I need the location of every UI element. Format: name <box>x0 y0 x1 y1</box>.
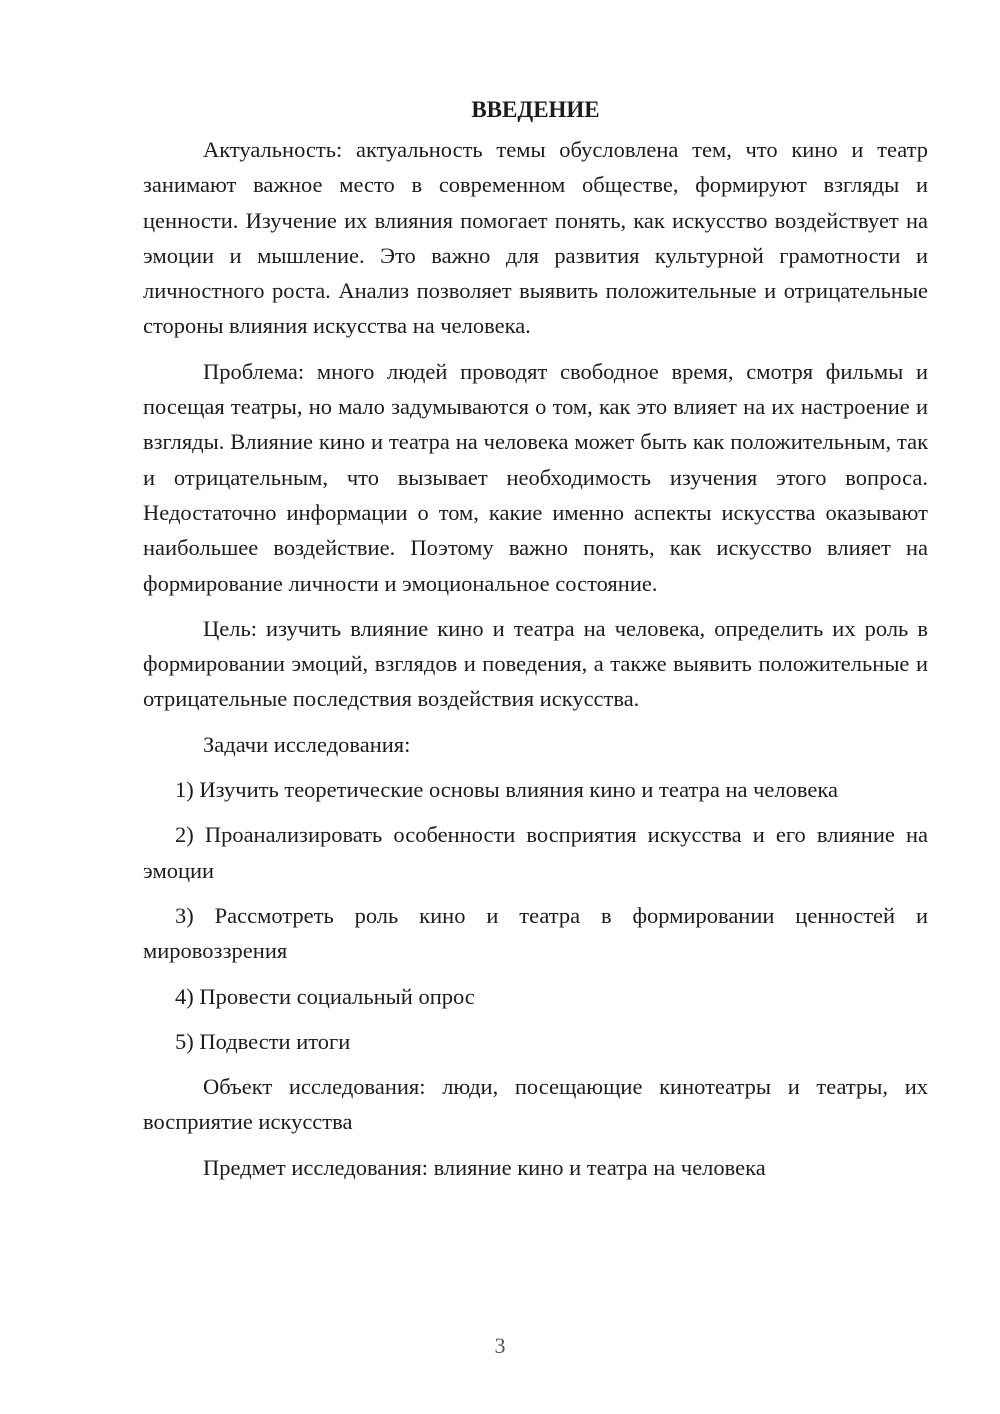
goal-paragraph: Цель: изучить влияние кино и театра на человека, определить их роль в формировании эмоций, взглядов и поведения, а также выявить положительные и отрицательные последствия воздействия искусства. <box>143 615 928 712</box>
subject-paragraph: Предмет исследования: влияние кино и театра на человека <box>203 1154 766 1180</box>
task-item: 2) Проанализировать особенности восприятия искусства и его влияние на эмоции <box>143 822 928 883</box>
tasks-list <box>143 772 928 1059</box>
task-item: 3) Рассмотреть роль кино и театра в формировании ценностей и мировоззрения <box>143 902 928 964</box>
section-title: ВВЕДЕНИЕ <box>471 97 600 122</box>
page-number: 3 <box>494 1333 506 1358</box>
tasks-heading: Задачи исследования: <box>203 731 411 757</box>
object-paragraph: Объект исследования: люди, посещающие кинотеатры и театры, их восприятие искусства <box>143 1074 928 1135</box>
task-item: 1) Изучить теоретические основы влияния кино и театра на человека <box>175 777 838 803</box>
document-page <box>143 92 928 1195</box>
problem-paragraph: Проблема: много людей проводят свободное время, смотря фильмы и посещая театры, но мало задумываются о том, как это влияет на их настроение и взгляды. Влияние кино и театра на человека может быть как положительным, так и отрицательным, что вызывает необходимость изучения этого вопроса. Недостаточно информации о том, какие именно аспекты искусства оказывают наибольшее воздействие. Поэтому важно понять, как искусство влияет на формирование личности и эмоциональное состояние. <box>143 358 928 596</box>
relevance-paragraph: Актуальность: актуальность темы обусловлена тем, что кино и театр занимают важное место в современном обществе, формируют взгляды и ценности. Изучение их влияния помогает понять, как искусство воздействует на эмоции и мышление. Это важно для развития культурной грамотности и личностного роста. Анализ позволяет выявить положительные и отрицательные стороны влияния искусства на человека. <box>143 137 928 339</box>
task-item: 5) Подвести итоги <box>175 1028 351 1054</box>
task-item: 4) Провести социальный опрос <box>175 983 475 1009</box>
